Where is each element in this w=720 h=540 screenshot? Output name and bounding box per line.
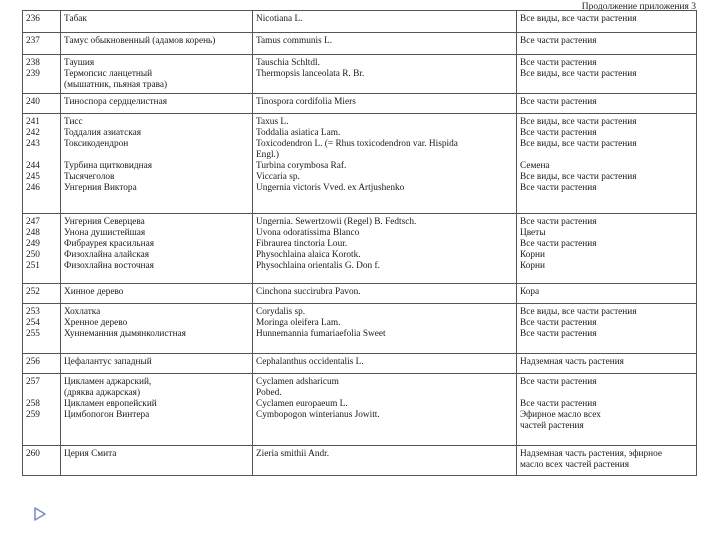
russian-name-line: Хуннеманния дымянколистная (64, 329, 186, 339)
latin-name-line: Uvona odoratissima Blanco (256, 228, 360, 238)
toxic-part-cell (517, 374, 697, 446)
table-row (23, 354, 697, 374)
russian-name-line: Фибраурея красильная (64, 239, 155, 249)
russian-name-cell (61, 214, 253, 284)
russian-name-line: Тысячеголов (64, 172, 115, 182)
russian-name-line: Табак (64, 14, 87, 24)
table-row (23, 114, 697, 214)
row-number-line: 258 (26, 399, 40, 409)
latin-name-line: Nicotiana L. (256, 14, 303, 24)
russian-name-line: Цикламен европейский (64, 399, 157, 409)
row-number-cell (23, 284, 61, 304)
latin-name-line: Tinospora cordifolia Miers (256, 97, 356, 107)
russian-name-line: Тамус обыкновенный (адамов корень) (64, 36, 216, 46)
russian-name-cell (61, 11, 253, 33)
row-number-cell (23, 55, 61, 94)
toxic-part-line: Корни (520, 250, 545, 260)
row-number-line: 253 (26, 307, 40, 317)
toxic-part-line: Все части растения (520, 183, 597, 193)
row-number-cell (23, 94, 61, 114)
latin-name-line: Engl.) (256, 150, 279, 160)
toxic-part-cell (517, 11, 697, 33)
table-row (23, 284, 697, 304)
latin-name-cell (253, 94, 517, 114)
latin-name-cell (253, 374, 517, 446)
row-number-line: 256 (26, 357, 40, 367)
toxic-part-line: Цветы (520, 228, 546, 238)
latin-name-line: Zieria smithii Andr. (256, 449, 330, 459)
row-number-line (26, 150, 57, 161)
toxic-part-line: Все виды, все части растения (520, 117, 637, 127)
row-number-line: 244 (26, 161, 40, 171)
russian-name-cell (61, 114, 253, 214)
latin-name-line: Turbina corymbosa Raf. (256, 161, 347, 171)
row-number-line: 237 (26, 36, 40, 46)
toxic-part-line: Все части растения (520, 377, 597, 387)
row-number-cell (23, 374, 61, 446)
row-number-line: 245 (26, 172, 40, 182)
toxic-part-cell (517, 94, 697, 114)
table-row (23, 94, 697, 114)
russian-name-line: Термопсис ланцетный (64, 69, 153, 79)
latin-name-line: Ungernia victoris Vved. ex Artjushenko (256, 183, 405, 193)
latin-name-line: Corydalis sp. (256, 307, 306, 317)
latin-name-line: Tamus communis L. (256, 36, 333, 46)
russian-name-line: Хренное дерево (64, 318, 128, 328)
russian-name-line: Цикламен аджарский, (64, 377, 152, 387)
russian-name-line: Унгерния Виктора (64, 183, 137, 193)
russian-name-line: Тоддалия азиатская (64, 128, 141, 138)
latin-name-cell (253, 214, 517, 284)
toxic-part-cell (517, 446, 697, 476)
russian-name-line: Цефалантус западный (64, 357, 152, 367)
latin-name-line: Tauschia Schltdl. (256, 58, 320, 68)
toxic-part-line: Все виды, все части растения (520, 172, 637, 182)
latin-name-line: Fibraurea tinctoria Lour. (256, 239, 348, 249)
latin-name-cell (253, 55, 517, 94)
table-row (23, 55, 697, 94)
plants-table (22, 10, 697, 476)
row-number-cell (23, 114, 61, 214)
toxic-part-cell (517, 214, 697, 284)
toxic-part-line: Надземная часть растения (520, 357, 624, 367)
latin-name-cell (253, 33, 517, 55)
toxic-part-line: Все части растения (520, 58, 597, 68)
row-number-line: 259 (26, 410, 40, 420)
row-number-line: 257 (26, 377, 40, 387)
latin-name-cell (253, 446, 517, 476)
toxic-part-line: Все виды, все части растения (520, 307, 637, 317)
toxic-part-cell (517, 284, 697, 304)
toxic-part-line: Кора (520, 287, 540, 297)
toxic-part-line: Все части растения (520, 128, 597, 138)
row-number-line (26, 388, 57, 399)
toxic-part-line: Все части растения (520, 329, 597, 339)
latin-name-cell (253, 304, 517, 354)
row-number-line: 260 (26, 449, 40, 459)
russian-name-line: Физохлайна восточная (64, 261, 154, 271)
row-number-cell (23, 11, 61, 33)
toxic-part-line: Надземная часть растения, эфирное (520, 449, 663, 459)
row-number-cell (23, 354, 61, 374)
plants-table-body (23, 11, 697, 476)
toxic-part-line: Все части растения (520, 399, 597, 409)
toxic-part-line: частей растения (520, 421, 584, 431)
toxic-part-cell (517, 354, 697, 374)
toxic-part-line: Все части растения (520, 36, 597, 46)
latin-name-line: Toxicodendron L. (= Rhus toxicodendron var. Hispida (256, 139, 458, 149)
toxic-part-line: Все части растения (520, 217, 597, 227)
row-number-cell (23, 446, 61, 476)
row-number-line: 254 (26, 318, 40, 328)
toxic-part-line: Все части растения (520, 318, 597, 328)
russian-name-cell (61, 284, 253, 304)
latin-name-line: Cymbopogon winterianus Jowitt. (256, 410, 380, 420)
russian-name-line (64, 150, 249, 161)
russian-name-line: Токсикодендрон (64, 139, 129, 149)
latin-name-line: Physochlaina orientalis G. Don f. (256, 261, 380, 271)
latin-name-line: Cinchona succirubra Pavon. (256, 287, 361, 297)
table-row (23, 374, 697, 446)
row-number-cell (23, 304, 61, 354)
slide-nav-arrow-icon[interactable] (34, 507, 46, 521)
toxic-part-line: Все части растения (520, 239, 597, 249)
toxic-part-line (520, 388, 693, 399)
russian-name-line: Тисс (64, 117, 83, 127)
russian-name-line: Физохлайна алайская (64, 250, 150, 260)
toxic-part-line: Семена (520, 161, 550, 171)
latin-name-cell (253, 11, 517, 33)
russian-name-cell (61, 354, 253, 374)
russian-name-cell (61, 55, 253, 94)
russian-name-cell (61, 94, 253, 114)
latin-name-line: Pobed. (256, 388, 282, 398)
toxic-part-line (520, 150, 693, 161)
toxic-part-line: Все виды, все части растения (520, 139, 637, 149)
toxic-part-line: Корни (520, 261, 545, 271)
table-row (23, 446, 697, 476)
russian-name-cell (61, 304, 253, 354)
latin-name-line: Moringa oleifera Lam. (256, 318, 341, 328)
table-row (23, 33, 697, 55)
russian-name-line: Тиноспора сердцелистная (64, 97, 168, 107)
latin-name-line: Taxus L. (256, 117, 289, 127)
toxic-part-line: Все виды, все части растения (520, 14, 637, 24)
russian-name-cell (61, 33, 253, 55)
row-number-line: 240 (26, 97, 40, 107)
continuation-caption: Продолжение приложения 3 (581, 2, 696, 12)
latin-name-cell (253, 114, 517, 214)
row-number-line: 238 (26, 58, 40, 68)
toxic-part-cell (517, 304, 697, 354)
russian-name-line: Турбина щитковидная (64, 161, 153, 171)
table-row (23, 304, 697, 354)
latin-name-line: Viccaria sp. (256, 172, 300, 182)
russian-name-line: (дряква аджарская) (64, 388, 141, 398)
row-number-line: 247 (26, 217, 40, 227)
row-number-line: 249 (26, 239, 40, 249)
row-number-line: 242 (26, 128, 40, 138)
row-number-line: 246 (26, 183, 40, 193)
latin-name-line: Cyclamen europaeum L. (256, 399, 348, 409)
row-number-cell (23, 214, 61, 284)
toxic-part-cell (517, 114, 697, 214)
toxic-part-cell (517, 55, 697, 94)
russian-name-line: Хинное дерево (64, 287, 124, 297)
latin-name-line: Physochlaina alaica Korotk. (256, 250, 361, 260)
row-number-line: 236 (26, 14, 40, 24)
toxic-part-cell (517, 33, 697, 55)
toxic-part-line: Все части растения (520, 97, 597, 107)
latin-name-line: Cyclamen adsharicum (256, 377, 339, 387)
russian-name-cell (61, 374, 253, 446)
row-number-line: 255 (26, 329, 40, 339)
toxic-part-line: Эфирное масло всех (520, 410, 601, 420)
table-row (23, 11, 697, 33)
russian-name-line: (мышатник, пьяная трава) (64, 80, 168, 90)
latin-name-line: Hunnemannia fumariaefolia Sweet (256, 329, 386, 339)
latin-name-line: Toddalia asiatica Lam. (256, 128, 341, 138)
row-number-line: 250 (26, 250, 40, 260)
russian-name-line: Церия Смита (64, 449, 117, 459)
row-number-line: 243 (26, 139, 40, 149)
latin-name-cell (253, 354, 517, 374)
table-row (23, 214, 697, 284)
russian-name-cell (61, 446, 253, 476)
latin-name-cell (253, 284, 517, 304)
toxic-part-line: масло всех частей растения (520, 460, 629, 470)
row-number-line: 239 (26, 69, 40, 79)
row-number-line: 241 (26, 117, 40, 127)
latin-name-line: Thermopsis lanceolata R. Br. (256, 69, 365, 79)
russian-name-line: Унгерния Северцева (64, 217, 145, 227)
russian-name-line: Хохлатка (64, 307, 101, 317)
row-number-cell (23, 33, 61, 55)
russian-name-line: Унона душистейшая (64, 228, 146, 238)
row-number-line: 251 (26, 261, 40, 271)
row-number-line: 248 (26, 228, 40, 238)
latin-name-line: Ungernia. Sewertzowii (Regel) B. Fedtsch. (256, 217, 417, 227)
latin-name-line: Cephalanthus occidentalis L. (256, 357, 364, 367)
row-number-line: 252 (26, 287, 40, 297)
russian-name-line: Таушия (64, 58, 95, 68)
russian-name-line: Цимбопогон Винтера (64, 410, 150, 420)
toxic-part-line: Все виды, все части растения (520, 69, 637, 79)
